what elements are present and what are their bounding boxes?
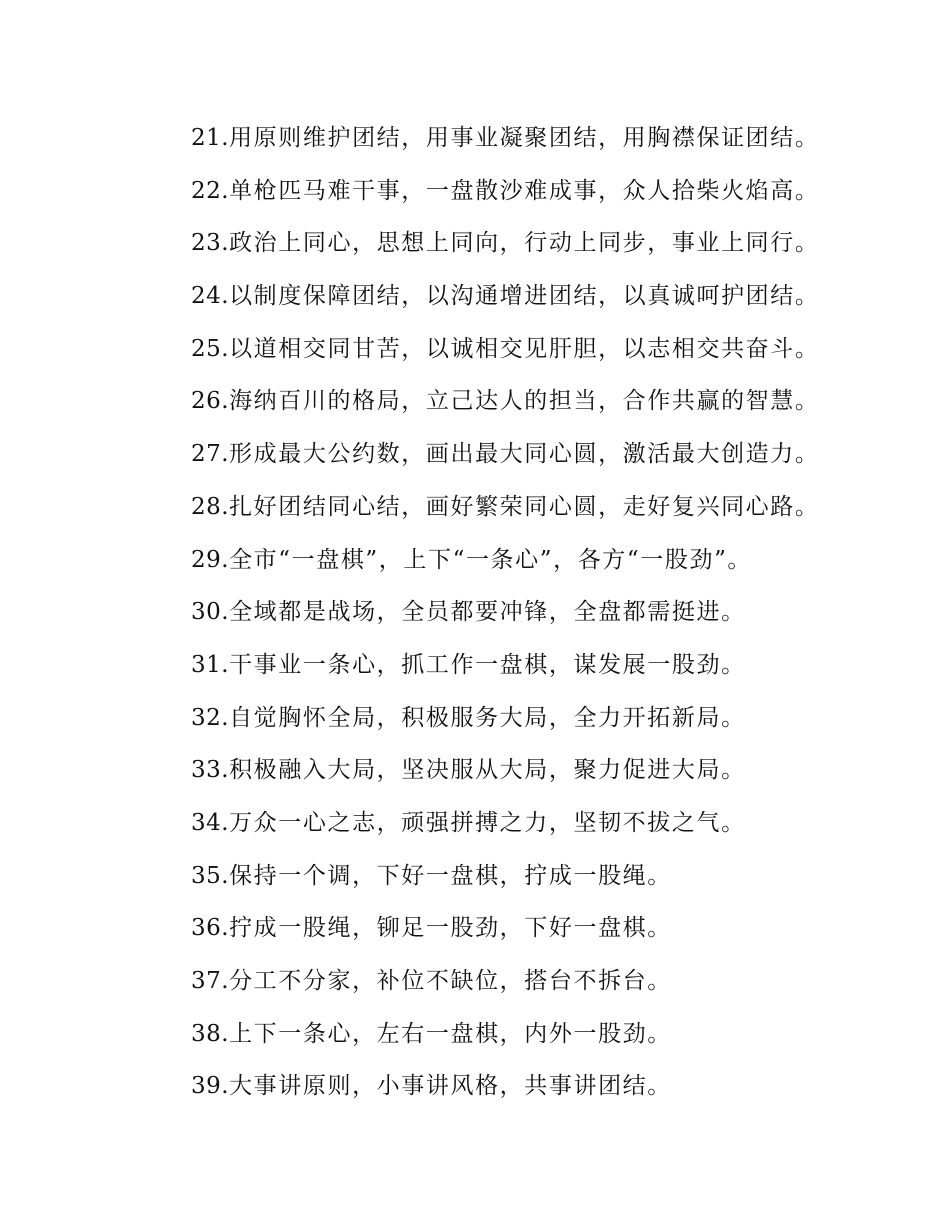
item-number: 35. [191,862,230,889]
list-item [191,854,891,907]
item-text: 形成最大公约数，画出最大同心圆，激活最大创造力。 [229,441,820,468]
item-number: 36. [191,915,230,942]
item-number: 26. [191,388,230,415]
item-text: 自觉胸怀全局，积极服务大局，全力开拓新局。 [229,704,746,731]
item-number: 32. [191,704,230,731]
list-item [191,1012,891,1065]
list-item [191,1064,891,1117]
item-number: 22. [191,177,230,204]
item-number: 38. [191,1020,230,1047]
item-text: 保持一个调，下好一盘棋，拧成一股绳。 [229,862,672,889]
item-text: 以道相交同甘苦，以诚相交见肝胆，以志相交共奋斗。 [229,335,820,362]
list-item [191,643,891,696]
item-number: 24. [191,283,230,310]
item-text: 干事业一条心，抓工作一盘棋，谋发展一股劲。 [229,651,746,678]
list-item [191,748,891,801]
item-number: 33. [191,757,230,784]
list-item [191,432,891,485]
item-text: 用原则维护团结，用事业凝聚团结，用胸襟保证团结。 [229,125,820,151]
item-number: 28. [191,493,230,520]
list-item [191,169,891,222]
item-number: 39. [191,1073,230,1100]
item-text: 政治上同心，思想上同向，行动上同步，事业上同行。 [229,230,820,257]
item-text: 扎好团结同心结，画好繁荣同心圆，走好复兴同心路。 [229,493,820,520]
list-item [191,538,891,591]
item-text: 以制度保障团结，以沟通增进团结，以真诚呵护团结。 [229,283,820,310]
item-number: 25. [191,335,230,362]
list-item [191,906,891,959]
list-item [191,801,891,854]
item-text: 万众一心之志，顽强拼搏之力，坚韧不拔之气。 [229,809,746,836]
item-text: 上下一条心，左右一盘棋，内外一股劲。 [229,1020,672,1047]
list-item [191,327,891,380]
item-number: 34. [191,809,230,836]
list-item [191,959,891,1012]
list-item [191,485,891,538]
item-number: 21. [191,125,230,151]
list-item [191,590,891,643]
list-item [191,696,891,749]
item-text: 大事讲原则，小事讲风格，共事讲团结。 [229,1073,672,1100]
item-text: 全市“一盘棋”，上下“一条心”，各方“一股劲”。 [229,546,753,573]
list-item [191,116,891,169]
list-item [191,221,891,274]
item-text: 单枪匹马难干事，一盘散沙难成事，众人拾柴火焰高。 [229,177,820,204]
item-text: 积极融入大局，坚决服从大局，聚力促进大局。 [229,757,746,784]
item-text: 全域都是战场，全员都要冲锋，全盘都需挺进。 [229,599,746,626]
list-item [191,274,891,327]
item-text: 分工不分家，补位不缺位，搭台不拆台。 [229,968,672,994]
list-item [191,379,891,432]
item-number: 37. [191,968,230,994]
item-text: 拧成一股绳，铆足一股劲，下好一盘棋。 [229,915,672,942]
item-number: 23. [191,230,230,257]
item-text: 海纳百川的格局，立己达人的担当，合作共赢的智慧。 [229,388,820,415]
item-number: 29. [191,546,230,573]
item-number: 27. [191,441,230,468]
numbered-list [191,116,891,1117]
item-number: 30. [191,599,230,626]
item-number: 31. [191,651,230,678]
